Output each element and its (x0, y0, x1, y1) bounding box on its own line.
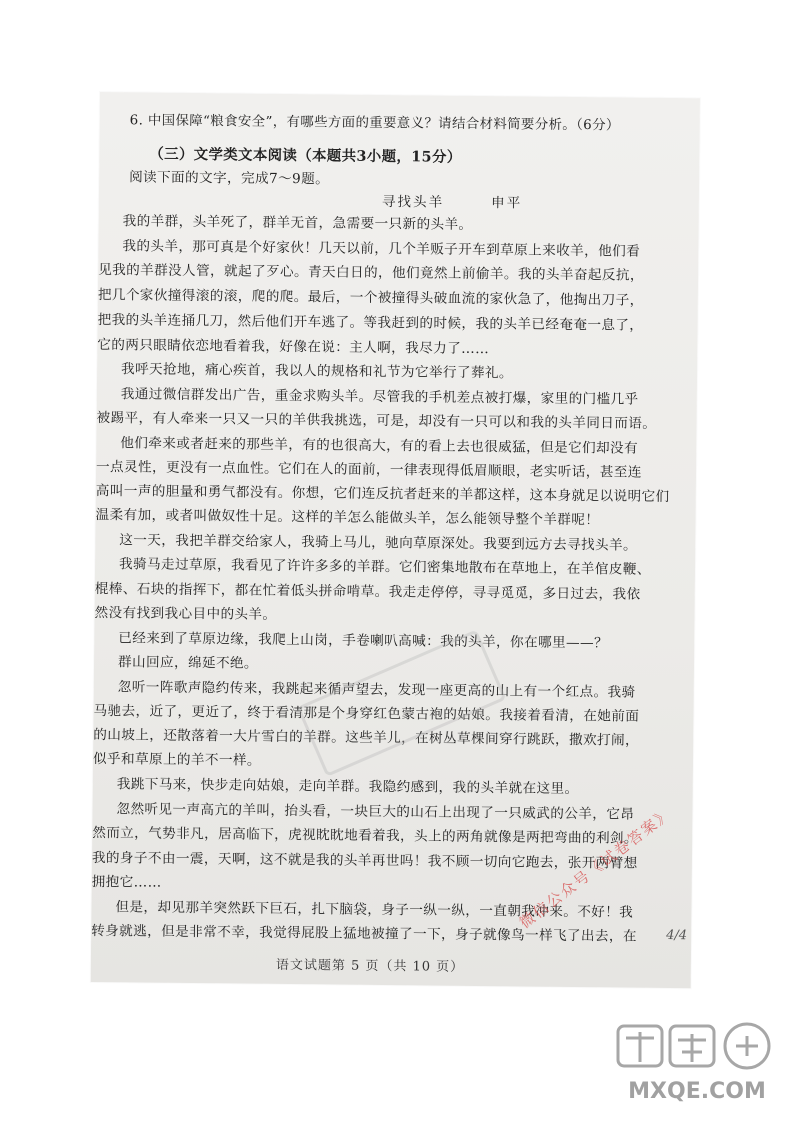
text-line: 把几个家伙撞得滚的滚，爬的爬。最后，一个被撞得头破血流的家伙急了，他掏出刀子， (97, 286, 644, 309)
text-line: 它的两只眼睛依恋地看着我，好像在说：主人啊，我尽力了…… (97, 336, 490, 358)
site-logo (612, 1018, 782, 1110)
text-line: 我通过微信群发出广告，重金求购头羊。尽管我的手机差点被打爆，家里的门槛几乎 (120, 386, 639, 408)
section-title: （三）文学类文本阅读（本题共3小题，15分） (149, 145, 462, 166)
text-line: 温柔有加，或者叫做奴性十足。这样的羊怎么能做头羊，怎么能领导整个羊群呢！ (95, 506, 600, 529)
text-line: 高叫一声的胆量和勇气都没有。你想，它们连反抗者赶来的羊都这样，这本身就足以说明它们 (95, 482, 670, 505)
page-footer: 语文试题第 5 页（共 10 页） (275, 957, 465, 975)
red-watermark-stamp: 微信公众号《试卷答案》 (515, 804, 676, 933)
text-line: 被踢平，有人牵来一只又一只的羊供我挑选，可是，却没有一只可以和我的头羊同日而语。 (96, 409, 657, 432)
site-logo-url: MXQE.COM (628, 1079, 766, 1104)
text-line: 忽听一阵歌声隐约传来，我跳起来循声望去，发现一座更高的山上有一个红点。我骑 (117, 679, 636, 701)
text-line: 我的身子不由一震，天啊，这不就是我的头羊再世吗！我不顾一切向它跑去，张开两臂想 (91, 849, 638, 872)
text-line: 拥抱它…… (91, 873, 162, 891)
faint-watermark (297, 629, 507, 777)
text-line: 我的头羊，那可真是个好家伙！几天以前，几个羊贩子开车到草原上来收羊，他们看 (122, 238, 641, 260)
text-line: 我的羊群，头羊死了，群羊无首，急需要一只新的头羊。 (122, 213, 473, 233)
text-line: 棍棒、石块的指挥下，都在忙着低头拼命啃草。我走走停停，寻寻觅觅，多日过去，我依 (94, 580, 641, 603)
text-line: 的山坡上，还散落着一大片雪白的羊群。这些羊儿，在树丛草棵间穿行跳跃，撒欢打闹， (93, 726, 640, 749)
text-line: 他们牵来或者赶来的那些羊，有的也很高大，有的看上去也很威猛，但是它们却没有 (120, 435, 639, 457)
text-line: 似乎和草原上的羊不一样。 (92, 750, 262, 769)
text-line: 群山回应，绵延不绝。 (117, 654, 259, 672)
text-line: 马驰去，近了，更近了，终于看清那是个身穿红色蒙古袍的姑娘。我接着看清，在她前面 (93, 702, 640, 725)
text-line: 忽然听见一声高亢的羊叫，抬头看，一块巨大的山石上出现了一只威武的公羊，它昂 (116, 801, 635, 823)
exam-page (91, 92, 700, 988)
text-line: 一点灵性，更没有一点血性。它们在人的面前，一律表现得低眉顺眼，老实听话，甚至连 (95, 458, 642, 481)
text-line: 见我的羊群没人管，就起了歹心。青天白日的，他们竟然上前偷羊。我的头羊奋起反抗， (98, 261, 644, 284)
text-line: 把我的头羊连捅几刀，然后他们开车逃了。等我赶到的时候，我的头羊已经奄奄一息了， (97, 311, 644, 334)
text-line: 然没有找到我心目中的头羊。 (94, 604, 277, 623)
text-line: 转身就逃，但是非常不幸，我觉得屁股上猛地被撞了一下，身子就像鸟一样飞了出去，在 (91, 922, 638, 945)
text-line: 我骑马走过草原，我看见了许许多多的羊群。它们密集地散布在草地上，在羊倌皮鞭、 (118, 556, 651, 578)
text-line: 但是，却见那羊突然跃下巨石，扎下脑袋，身子一纵一纵，一直朝我冲来。不好！我 (115, 899, 634, 921)
article-title: 寻找头羊 申平 (381, 193, 523, 212)
question-6: 6. 中国保障“粮食安全”，有哪些方面的重要意义？请结合材料简要分析。（6分） (129, 113, 620, 134)
page-mark: 4/4 (666, 927, 688, 944)
instruction: 阅读下面的文字，完成7～9题。 (129, 169, 330, 188)
text-line: 我呼天抢地，痛心疾首，我以人的规格和礼节为它举行了葬礼。 (121, 361, 513, 382)
text-line: 我跳下马来，快步走向姑娘，走向羊群。我隐约感到，我的头羊就在这里。 (116, 776, 579, 798)
text-line: 已经来到了草原边缘，我爬上山岗，手卷喇叭高喊：我的头羊，你在哪里——？ (118, 630, 609, 652)
text-line: 然而立，气势非凡，居高临下，虎视眈眈地看着我，头上的两角就像是两把弯曲的利剑。 (92, 824, 639, 847)
text-line: 这一天，我把羊群交给家人，我骑上马儿，驰向草原深处。我要到远方去寻找头羊。 (119, 532, 638, 554)
